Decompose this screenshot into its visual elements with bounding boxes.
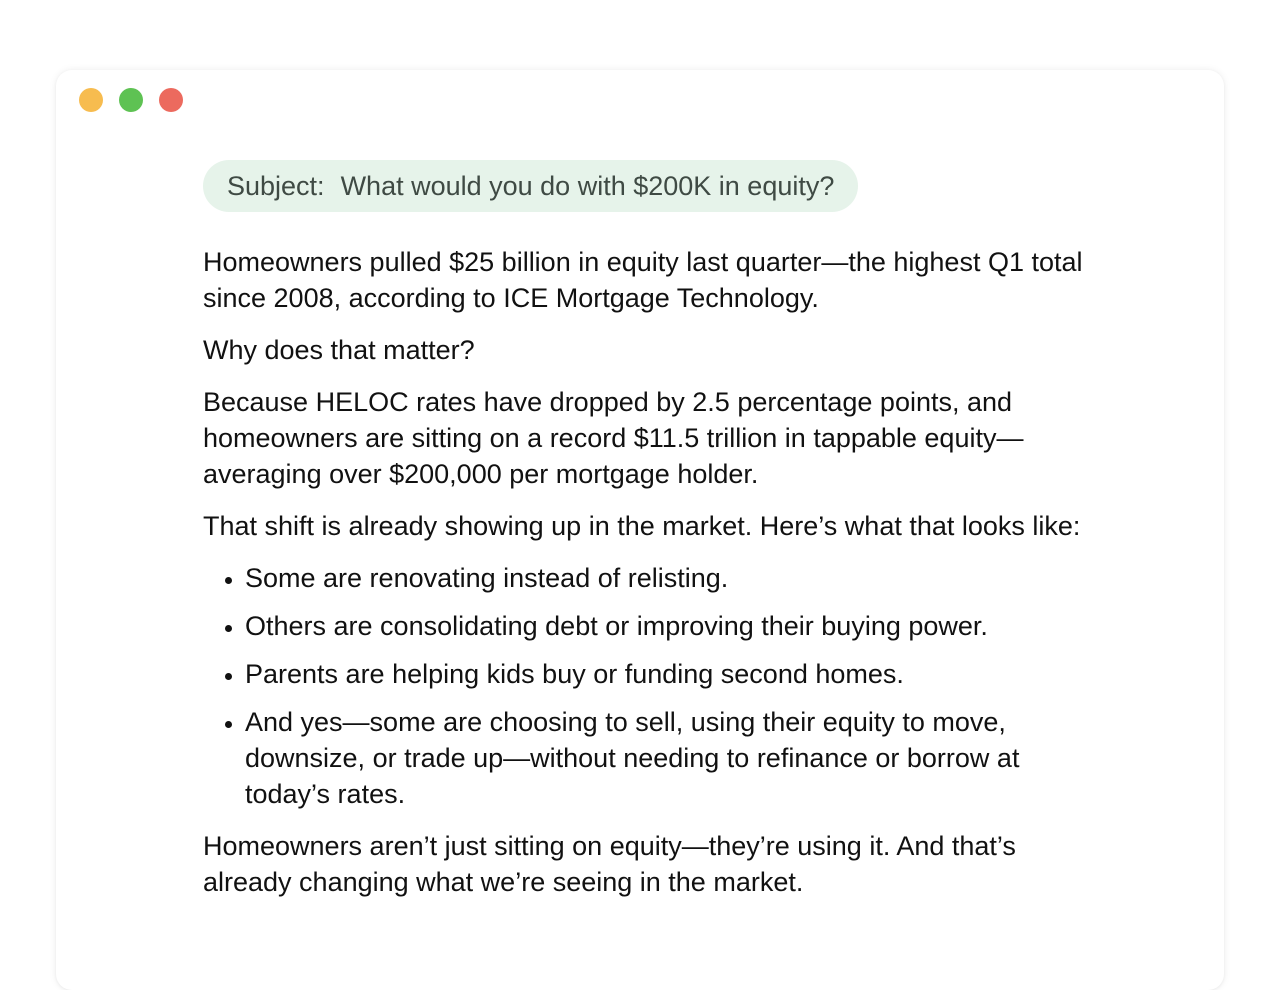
close-button[interactable] [159, 88, 183, 112]
list-item: • And yes—some are choosing to sell, using their equity to move, downsize, or trade up—without needing to refinance or borrow at today’s rates. [245, 704, 1083, 812]
email-window [56, 70, 1224, 990]
closing-paragraph: Homeowners aren’t just sitting on equity—they’re using it. And that’s already changing what we’re seeing in the market. [203, 831, 1016, 897]
paragraph: Homeowners pulled $25 billion in equity last quarter—the highest Q1 total since 2008, according to ICE Mortgage Technology. [203, 247, 1083, 313]
zoom-button[interactable] [119, 88, 143, 112]
minimize-button[interactable] [79, 88, 103, 112]
subject-label: Subject: [227, 171, 325, 201]
bullet-list [203, 560, 1083, 812]
email-body [203, 244, 1083, 544]
list-item: • Some are renovating instead of relisting. [245, 560, 1083, 596]
paragraph: Why does that matter? [203, 335, 475, 365]
paragraph: That shift is already showing up in the market. Here’s what that looks like: [203, 511, 1081, 541]
subject-text: What would you do with $200K in equity? [340, 171, 835, 201]
list-item: • Others are consolidating debt or improving their buying power. [245, 608, 1083, 644]
list-item: • Parents are helping kids buy or funding second homes. [245, 656, 1083, 692]
email-content [203, 160, 1083, 927]
window-controls [79, 88, 183, 112]
subject-line [203, 160, 858, 212]
paragraph: Because HELOC rates have dropped by 2.5 percentage points, and homeowners are sitting on a record $11.5 trillion in tappable equity—averaging over $200,000 per mortgage holder. [203, 387, 1024, 489]
